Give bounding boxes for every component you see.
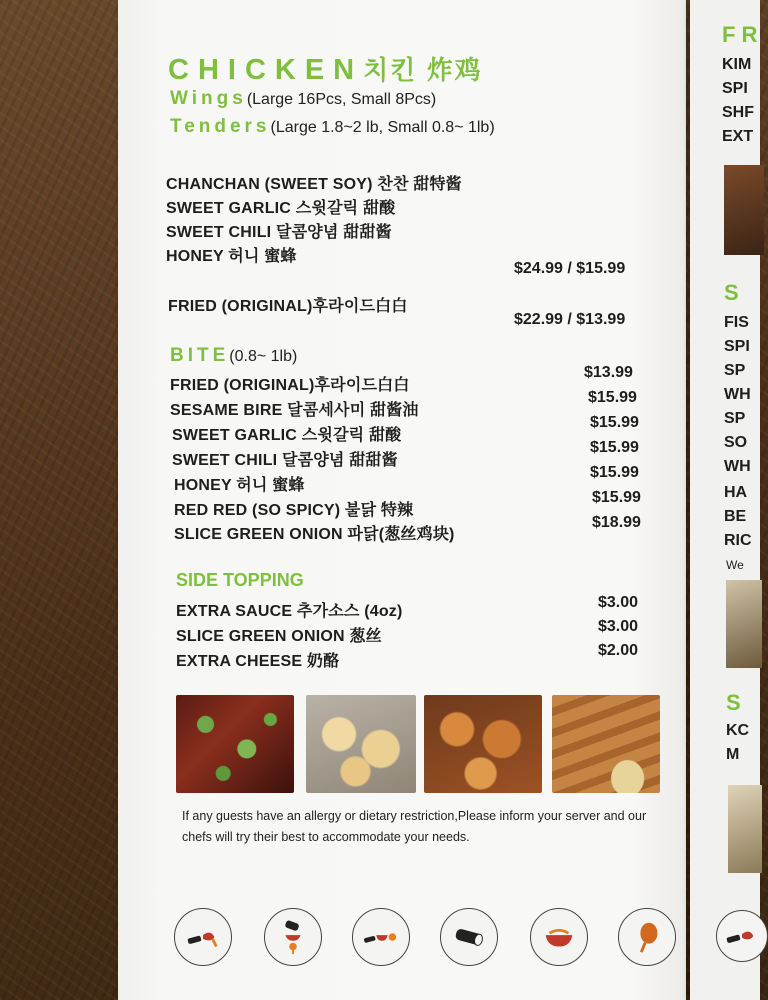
kimbap-bowl-drumstick-icon (362, 918, 400, 956)
bite-item: SESAME BIRE 달콤세사미 甜酱油 (170, 402, 419, 419)
bite-price: $15.99 (590, 439, 639, 456)
next-item: FIS (724, 314, 749, 331)
bite-price: $18.99 (592, 514, 641, 531)
chopsticks-chicken-icon (723, 917, 761, 955)
bite-price: $15.99 (590, 464, 639, 481)
kimbap-roll-icon (450, 918, 488, 956)
next-note: We (726, 558, 744, 572)
bite-label: BITE (170, 345, 230, 366)
bite-item: SWEET CHILI 달콤양념 甜甜酱 (172, 452, 398, 469)
page-title (168, 50, 483, 87)
bite-item: RED RED (SO SPICY) 불닭 特辣 (174, 502, 414, 519)
next-item: SP (724, 410, 746, 427)
next-item: SO (724, 434, 748, 451)
side-price: $3.00 (598, 594, 639, 611)
next-heading-s2: S (726, 690, 741, 715)
next-item: EXT (722, 128, 754, 145)
next-item: BE (724, 508, 747, 525)
flavor-item: SWEET GARLIC 스윗갈릭 甜酸 (166, 200, 396, 217)
next-item: RIC (724, 532, 752, 549)
food-photo-tenders (552, 695, 660, 793)
tenders-label: Tenders (170, 116, 271, 137)
next-menu-page (690, 0, 764, 1000)
fried-price: $22.99 / $13.99 (514, 311, 626, 328)
next-photo (726, 580, 762, 668)
drumstick-icon (628, 918, 666, 956)
icon-badge (618, 908, 676, 966)
wings-label: Wings (170, 88, 247, 109)
flavor-price: $24.99 / $15.99 (514, 260, 626, 277)
food-photo-green-onion (176, 695, 294, 793)
tenders-note: (Large 1.8~2 lb, Small 0.8~ 1lb) (270, 119, 495, 136)
side-item: SLICE GREEN ONION 葱丝 (176, 628, 382, 645)
bite-header (170, 345, 297, 367)
bite-price: $15.99 (590, 414, 639, 431)
bite-item: SLICE GREEN ONION 파닭(葱丝鸡块) (174, 526, 455, 543)
tenders-line (170, 116, 495, 138)
next-item: KIM (722, 56, 752, 73)
next-item: SPI (724, 338, 750, 355)
bite-item: HONEY 허니 蜜蜂 (174, 477, 305, 494)
next-heading-s: S (724, 280, 739, 305)
next-item: KC (726, 722, 750, 739)
flavor-item: HONEY 허니 蜜蜂 (166, 248, 297, 265)
side-price: $3.00 (598, 618, 639, 635)
next-item: WH (724, 386, 751, 403)
icon-badge (174, 908, 232, 966)
chopsticks-chicken-icon (184, 918, 222, 956)
wings-note: (Large 16Pcs, Small 8Pcs) (246, 91, 437, 108)
food-photo-fried-chicken (306, 695, 416, 793)
wings-line (170, 88, 436, 110)
flavor-item: CHANCHAN (SWEET SOY) 찬찬 甜特酱 (166, 176, 462, 193)
kimbap-drumstick-icon (274, 918, 312, 956)
bite-price: $15.99 (588, 389, 637, 406)
bite-price: $13.99 (584, 364, 633, 381)
menu-page (118, 0, 686, 1000)
next-item: SPI (722, 80, 748, 97)
next-photo (724, 165, 764, 255)
side-topping-header: SIDE TOPPING (176, 570, 304, 590)
flavor-item: SWEET CHILI 달콤양념 甜甜酱 (166, 224, 392, 241)
next-item: SHF (722, 104, 754, 121)
next-photo (728, 785, 762, 873)
title-cjk: 치킨 炸鸡 (363, 55, 483, 85)
icon-badge (264, 908, 322, 966)
icon-badge (440, 908, 498, 966)
bite-item: FRIED (ORIGINAL)후라이드白白 (170, 377, 410, 394)
next-item: M (726, 746, 740, 763)
next-item: HA (724, 484, 748, 501)
next-item: WH (724, 458, 751, 475)
icon-badge (352, 908, 410, 966)
side-item: EXTRA CHEESE 奶酪 (176, 653, 340, 670)
bowl-icon (540, 918, 578, 956)
bite-item: SWEET GARLIC 스윗갈릭 甜酸 (172, 427, 402, 444)
allergy-notice: If any guests have an allergy or dietary restriction,Please inform your server and our chefs will try their best to accommodate your needs. (182, 809, 647, 844)
next-heading-fr: FR (722, 22, 764, 47)
food-photo-sauced-chicken (424, 695, 542, 793)
side-price: $2.00 (598, 642, 639, 659)
bite-note: (0.8~ 1lb) (229, 348, 298, 365)
fried-item: FRIED (ORIGINAL)후라이드白白 (168, 298, 408, 315)
next-item: SP (724, 362, 746, 379)
bite-price: $15.99 (592, 489, 641, 506)
icon-badge (530, 908, 588, 966)
side-item: EXTRA SAUCE 추가소스 (4oz) (176, 603, 403, 620)
icon-badge (716, 910, 768, 962)
title-latin: CHICKEN (168, 54, 364, 86)
